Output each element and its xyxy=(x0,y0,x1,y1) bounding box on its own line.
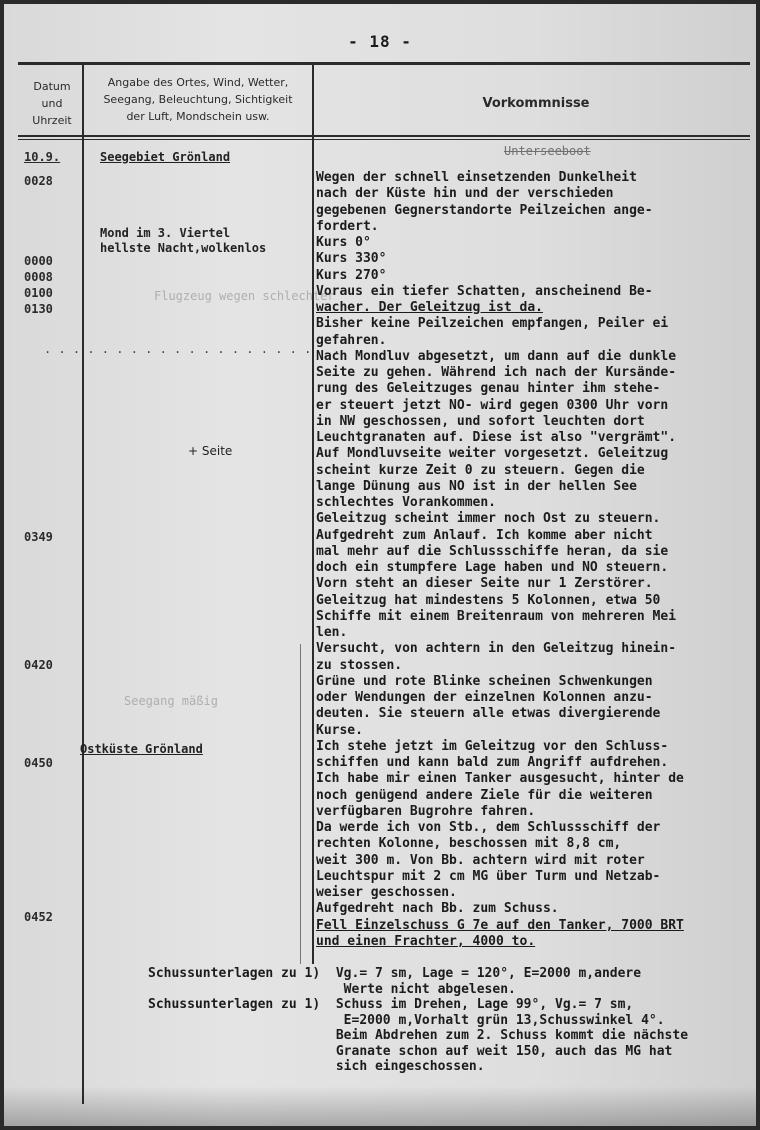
firing-data-line: sich eingeschossen. xyxy=(148,1059,485,1074)
event-line: er steuert jetzt NO- wird gegen 0300 Uhr vorn xyxy=(316,397,669,413)
event-line: len. xyxy=(316,625,348,640)
event-line: lange Dünung aus NO ist in der hellen See xyxy=(316,478,637,494)
event-line: Grüne und rote Blinke scheinen Schwenkungen xyxy=(316,673,653,689)
page-number: - 18 - xyxy=(348,32,412,51)
event-line: Bisher keine Peilzeichen empfangen, Peiler ei xyxy=(316,316,669,332)
event-line: oder Wendungen der einzelnen Kolonnen anzu- xyxy=(316,690,653,705)
time-entry: 0008 xyxy=(24,270,53,284)
dotted-leader: . . . . . . . . . . . . . . . . . . . . . xyxy=(44,342,341,356)
column-divider-1 xyxy=(82,64,84,1104)
header-location-weather: Angabe des Ortes, Wind, Wetter, Seegang, Beleuchtung, Sichtigkeit der Luft, Mondschein usw. xyxy=(103,76,293,123)
event-line: Versucht, von achtern in den Geleitzug hinein- xyxy=(316,641,677,657)
bleed-through-text: Seegang mäßig xyxy=(124,694,218,708)
event-line: fordert. xyxy=(316,218,379,234)
event-line: gegebenen Gegnerstandorte Peilzeichen ange- xyxy=(316,202,653,218)
event-line: weit 300 m. Von Bb. achtern wird mit roter xyxy=(316,852,645,868)
event-line: wacher. Der Geleitzug ist da. xyxy=(316,300,543,315)
event-line: schiffen und kann bald zum Angriff aufdrehen. xyxy=(316,755,669,770)
header-bottom-rule-2 xyxy=(18,139,750,140)
event-line: Ich stehe jetzt im Geleitzug vor den Schluss- xyxy=(316,738,669,754)
event-line: weiser geschossen. xyxy=(316,885,457,900)
event-line: deuten. Sie steuern alle etwas divergierende xyxy=(316,706,661,722)
event-line: doch ein stumpfere Lage haben und NO steuern. xyxy=(316,560,669,575)
column-divider-3 xyxy=(300,644,301,964)
event-line: Nach Mondluv abgesetzt, um dann auf die dunkle xyxy=(316,348,677,364)
event-line: Ich habe mir einen Tanker ausgesucht, hinter de xyxy=(316,771,684,787)
struck-note: Unterseeboot xyxy=(504,144,591,158)
time-entry: 0000 xyxy=(24,254,53,268)
event-line: Seite zu gehen. Während ich nach der Kursände- xyxy=(316,365,677,380)
event-line: Leuchtspur mit 2 cm MG über Turm und Netzab- xyxy=(316,868,661,884)
firing-data-line: Schussunterlagen zu 1) Vg.= 7 sm, Lage = 120°, E=2000 m,andere xyxy=(148,966,642,981)
time-entry: 0452 xyxy=(24,910,53,924)
event-line: zu stossen. xyxy=(316,657,403,673)
header-date-time: Datum und Uhrzeit xyxy=(32,80,72,127)
log-page xyxy=(4,4,756,1126)
event-line: mal mehr auf die Schlussschiffe heran, da sie xyxy=(316,543,669,559)
events-column xyxy=(316,170,756,950)
event-line: Wegen der schnell einsetzenden Dunkelheit xyxy=(316,170,637,185)
event-line: Voraus ein tiefer Schatten, anscheinend Be- xyxy=(316,283,653,299)
time-entry: 0028 xyxy=(24,174,53,188)
firing-data-line: Werte nicht abgelesen. xyxy=(148,981,516,997)
event-line: nach der Küste hin und der verschieden xyxy=(316,186,614,202)
time-entry: 0130 xyxy=(24,302,53,316)
event-line: und einen Frachter, 4000 to. xyxy=(316,933,536,949)
event-line: rung des Geleitzuges genau hinter ihm stehe- xyxy=(316,381,661,397)
page-edge-shadow xyxy=(4,1086,756,1126)
event-line: schlechtes Vorankommen. xyxy=(316,495,497,510)
event-line: Kurs 270° xyxy=(316,267,387,283)
time-entry: 0349 xyxy=(24,530,53,544)
top-rule xyxy=(18,62,750,65)
header-bottom-rule xyxy=(18,135,750,137)
firing-data-line: E=2000 m,Vorhalt grün 13,Schusswinkel 4°. xyxy=(148,1012,665,1028)
event-line: Kurs 330° xyxy=(316,251,387,267)
firing-data-line: Schussunterlagen zu 1) Schuss im Drehen, Lage 99°, Vg.= 7 sm, xyxy=(148,997,634,1012)
time-entry: 0420 xyxy=(24,658,53,672)
time-entry: 0100 xyxy=(24,286,53,300)
firing-data-section xyxy=(148,966,754,1075)
side-label: + Seite xyxy=(188,444,233,458)
event-line: Aufgedreht nach Bb. zum Schuss. xyxy=(316,901,559,917)
east-coast-label: Ostküste Grönland xyxy=(80,742,203,756)
event-line: scheint kurze Zeit 0 zu steuern. Gegen die xyxy=(316,462,645,478)
event-line: Geleitzug scheint immer noch Ost zu steuern. xyxy=(316,511,661,527)
event-line: Da werde ich von Stb., dem Schlussschiff der xyxy=(316,820,661,835)
sea-area-label: Seegebiet Grönland xyxy=(100,150,231,164)
event-line: Geleitzug hat mindestens 5 Kolonnen, etwa 50 xyxy=(316,592,661,608)
moon-phase-label: Mond im 3. Viertel xyxy=(100,226,231,240)
column-divider-2 xyxy=(312,64,314,964)
event-line: gefahren. xyxy=(316,332,387,348)
date-entry: 10.9. xyxy=(24,150,61,164)
time-entry: 0450 xyxy=(24,756,53,770)
event-line: Aufgedreht zum Anlauf. Ich komme aber nicht xyxy=(316,527,653,543)
event-line: rechten Kolonne, beschossen mit 8,8 cm, xyxy=(316,836,622,852)
night-visibility-label: hellste Nacht,wolkenlos xyxy=(100,241,267,255)
event-line: in NW geschossen, und sofort leuchten dort xyxy=(316,413,645,429)
header-events: Vorkommnisse xyxy=(482,96,590,111)
event-line: Schiffe mit einem Breitenraum von mehreren Mei xyxy=(316,608,677,624)
firing-data-line: Granate schon auf weit 150, auch das MG hat xyxy=(148,1043,673,1059)
bleed-through-text: Flugzeug wegen schlechter xyxy=(154,289,335,303)
event-line: Fell Einzelschuss G 7e auf den Tanker, 7000 BRT xyxy=(316,917,684,933)
event-line: Auf Mondluvseite weiter vorgesetzt. Geleitzug xyxy=(316,446,669,462)
event-line: noch genügend andere Ziele für die weiteren xyxy=(316,787,653,803)
event-line: Kurs 0° xyxy=(316,235,371,250)
event-line: Vorn steht an dieser Seite nur 1 Zerstörer. xyxy=(316,576,653,592)
event-line: Leuchtgranaten auf. Diese ist also "vergrämt". xyxy=(316,430,677,445)
firing-data-line: Beim Abdrehen zum 2. Schuss kommt die nächste xyxy=(148,1028,689,1043)
event-line: Kurse. xyxy=(316,722,363,738)
event-line: verfügbaren Bugrohre fahren. xyxy=(316,803,536,819)
